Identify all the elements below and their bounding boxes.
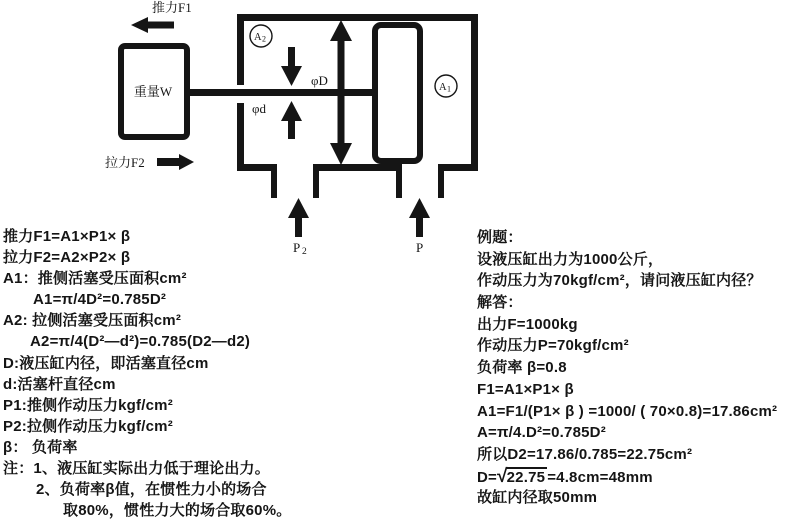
text-line: 解答： [477, 294, 523, 312]
text-line: 出力F=1000kg [477, 315, 578, 333]
text-line: F1=A1×P1× β [477, 380, 574, 398]
port2-wall-left [271, 164, 277, 198]
text-line: A2=π/4(D²—d²)=0.785(D2—d2) [30, 333, 251, 351]
piston [375, 25, 420, 161]
port2-wall-right [313, 164, 319, 198]
example-column [477, 227, 777, 509]
pressure-p-label: P [416, 240, 424, 255]
pressure-p-shaft [416, 216, 423, 237]
area2-sub-label: 2 [262, 34, 266, 44]
port1-wall-left [396, 164, 402, 198]
pressure-p2-arrow-icon [288, 198, 309, 218]
cylinder-bottom-wall-middle [313, 164, 402, 171]
pull-f2-label: 拉力F2 [105, 155, 145, 170]
cylinder-right-wall [471, 14, 478, 171]
text-line: 2、负荷率β值，在惯性力小的场合 [36, 481, 267, 499]
area2-label: A [254, 32, 262, 43]
text-line: P2:拉侧作动压力kgf/cm² [3, 417, 173, 435]
bore-dim-arrow-down-icon [330, 143, 352, 165]
pressure-p2-sub-label: 2 [302, 247, 307, 257]
text-line: A1=F1/(P1× β ) =1000/ ( 70×0.8)=17.86cm² [477, 402, 778, 420]
text-line: A2: 拉侧活塞受压面积cm² [3, 312, 182, 330]
text-line: β： 负荷率 [3, 438, 78, 456]
rod-dim-down-shaft [288, 47, 295, 68]
text-line: D=√22.75 =4.8cm=48mm [477, 465, 653, 487]
port1-wall-right [438, 164, 444, 198]
text-line: 取80%，惯性力大的场合取60%。 [63, 502, 292, 520]
text-line: 推力F1=A1×P1× β [3, 228, 131, 245]
bore-dim-label: φD [311, 73, 328, 88]
text-line: 例题： [477, 229, 523, 246]
thrust-f1-label: 推力F1 [152, 0, 192, 15]
piston-rod [187, 89, 375, 96]
text-line: 负荷率 β=0.8 [477, 359, 567, 377]
text-line: 作动压力P=70kgf/cm² [477, 337, 629, 355]
text-line: A1=π/4D²=0.785D² [33, 291, 167, 309]
text-line: 所以D2=17.86/0.785=22.75cm² [477, 445, 693, 463]
cylinder-top-wall [237, 14, 478, 21]
sqrt-icon: √ [497, 465, 508, 487]
area1-sub-label: 1 [447, 84, 451, 94]
cylinder-left-wall-upper [237, 14, 244, 85]
bore-dim-arrow-up-icon [330, 20, 352, 41]
text-line: 作动压力为70kgf/cm²，请问液压缸内径？ [477, 272, 762, 290]
text-line: 设液压缸出力为1000公斤， [477, 250, 664, 268]
rod-dim-label: φd [252, 101, 267, 116]
text-line: 注：1、液压缸实际出力低于理论出力。 [3, 460, 270, 478]
weight-label: 重量W [133, 84, 173, 99]
thrust-arrow-icon [131, 17, 174, 33]
formula-column [3, 226, 291, 521]
area1-label: A [439, 82, 447, 93]
text-line: 拉力F2=A2×P2× β [3, 249, 131, 267]
text-line: 故缸内径取50mm [477, 489, 598, 507]
pressure-p2-label: P [293, 240, 301, 255]
pull-arrow-icon [157, 154, 194, 170]
pressure-p2-shaft [295, 216, 302, 237]
text-line: d:活塞杆直径cm [3, 375, 116, 393]
text-line: A1：推侧活塞受压面积cm² [3, 270, 187, 288]
text-line: P1:推侧作动压力kgf/cm² [3, 396, 173, 414]
rod-dim-down-arrow-icon [281, 66, 302, 86]
text-line: D:液压缸内径，即活塞直径cm [3, 354, 209, 372]
text-line: A=π/4.D²=0.785D² [477, 424, 606, 442]
rod-dim-up-shaft [288, 119, 295, 139]
pressure-p-arrow-icon [409, 198, 430, 218]
bore-dim-arrow-shaft [338, 36, 345, 148]
cylinder-left-wall-lower [237, 103, 244, 171]
rod-dim-up-arrow-icon [281, 101, 302, 121]
